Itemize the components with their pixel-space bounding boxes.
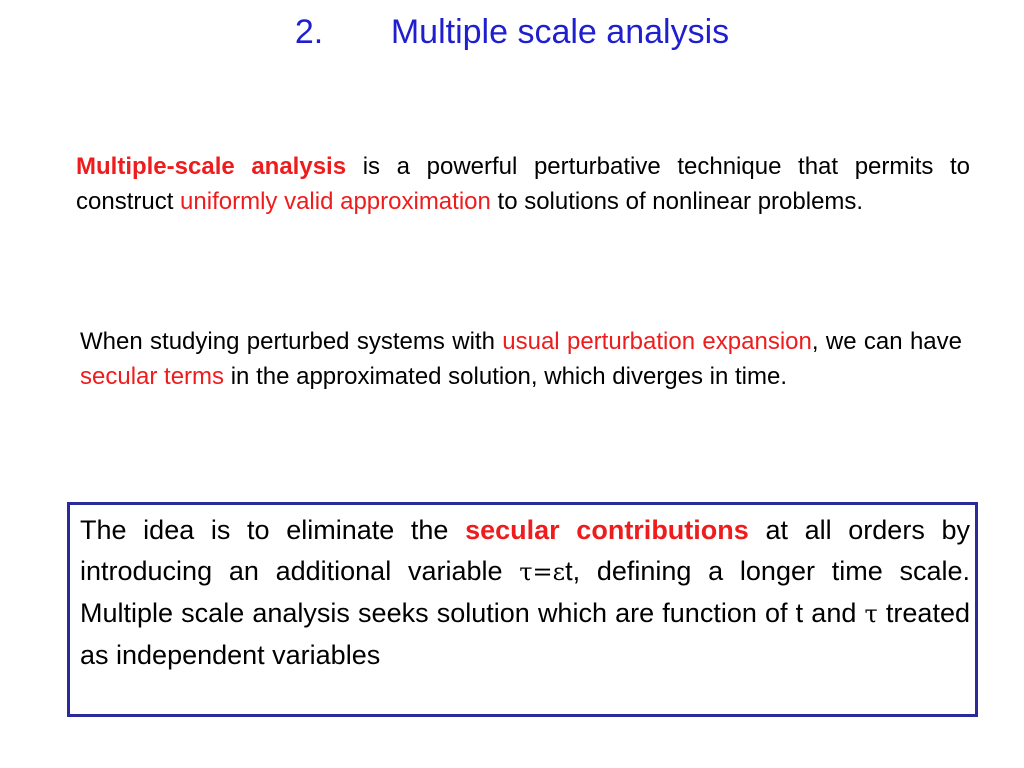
paragraph-idea xyxy=(80,510,970,676)
p2-text-2: , we can have xyxy=(811,328,962,355)
tau-symbol: τ xyxy=(864,600,878,628)
tau-equals-epsilon: τ=ε xyxy=(519,558,566,586)
slide-title xyxy=(0,10,1024,54)
term-multiple-scale-analysis: Multiple-scale analysis xyxy=(76,153,347,180)
highlight-secular-terms: secular terms xyxy=(80,363,225,390)
highlight-uniformly-valid: uniformly valid approximation xyxy=(180,188,491,215)
title-number: 2. xyxy=(294,13,324,51)
p3-text-1: The idea is to eliminate the xyxy=(80,515,466,545)
p1-text-2: to solutions of nonlinear problems. xyxy=(490,188,864,215)
p2-text-3: in the approximated solution, which diverges in time. xyxy=(224,363,788,390)
p2-text-1: When studying perturbed systems with xyxy=(80,328,503,355)
p3-text-3: t, defining a longer time scale. Multiple scale analysis seeks solution which are function of t and xyxy=(80,556,970,628)
highlight-usual-perturbation: usual perturbation expansion xyxy=(502,328,812,355)
p1-text-1: is a powerful perturbative technique that permits to construct xyxy=(76,153,971,215)
title-text: Multiple scale analysis xyxy=(390,13,730,51)
paragraph-secular-terms xyxy=(80,324,962,394)
highlight-secular-contributions: secular contributions xyxy=(465,515,749,545)
p3-text-4: treated as independent variables xyxy=(80,598,970,670)
p3-text-2: at all orders by introducing an additional variable xyxy=(80,515,970,586)
paragraph-definition xyxy=(76,149,970,219)
